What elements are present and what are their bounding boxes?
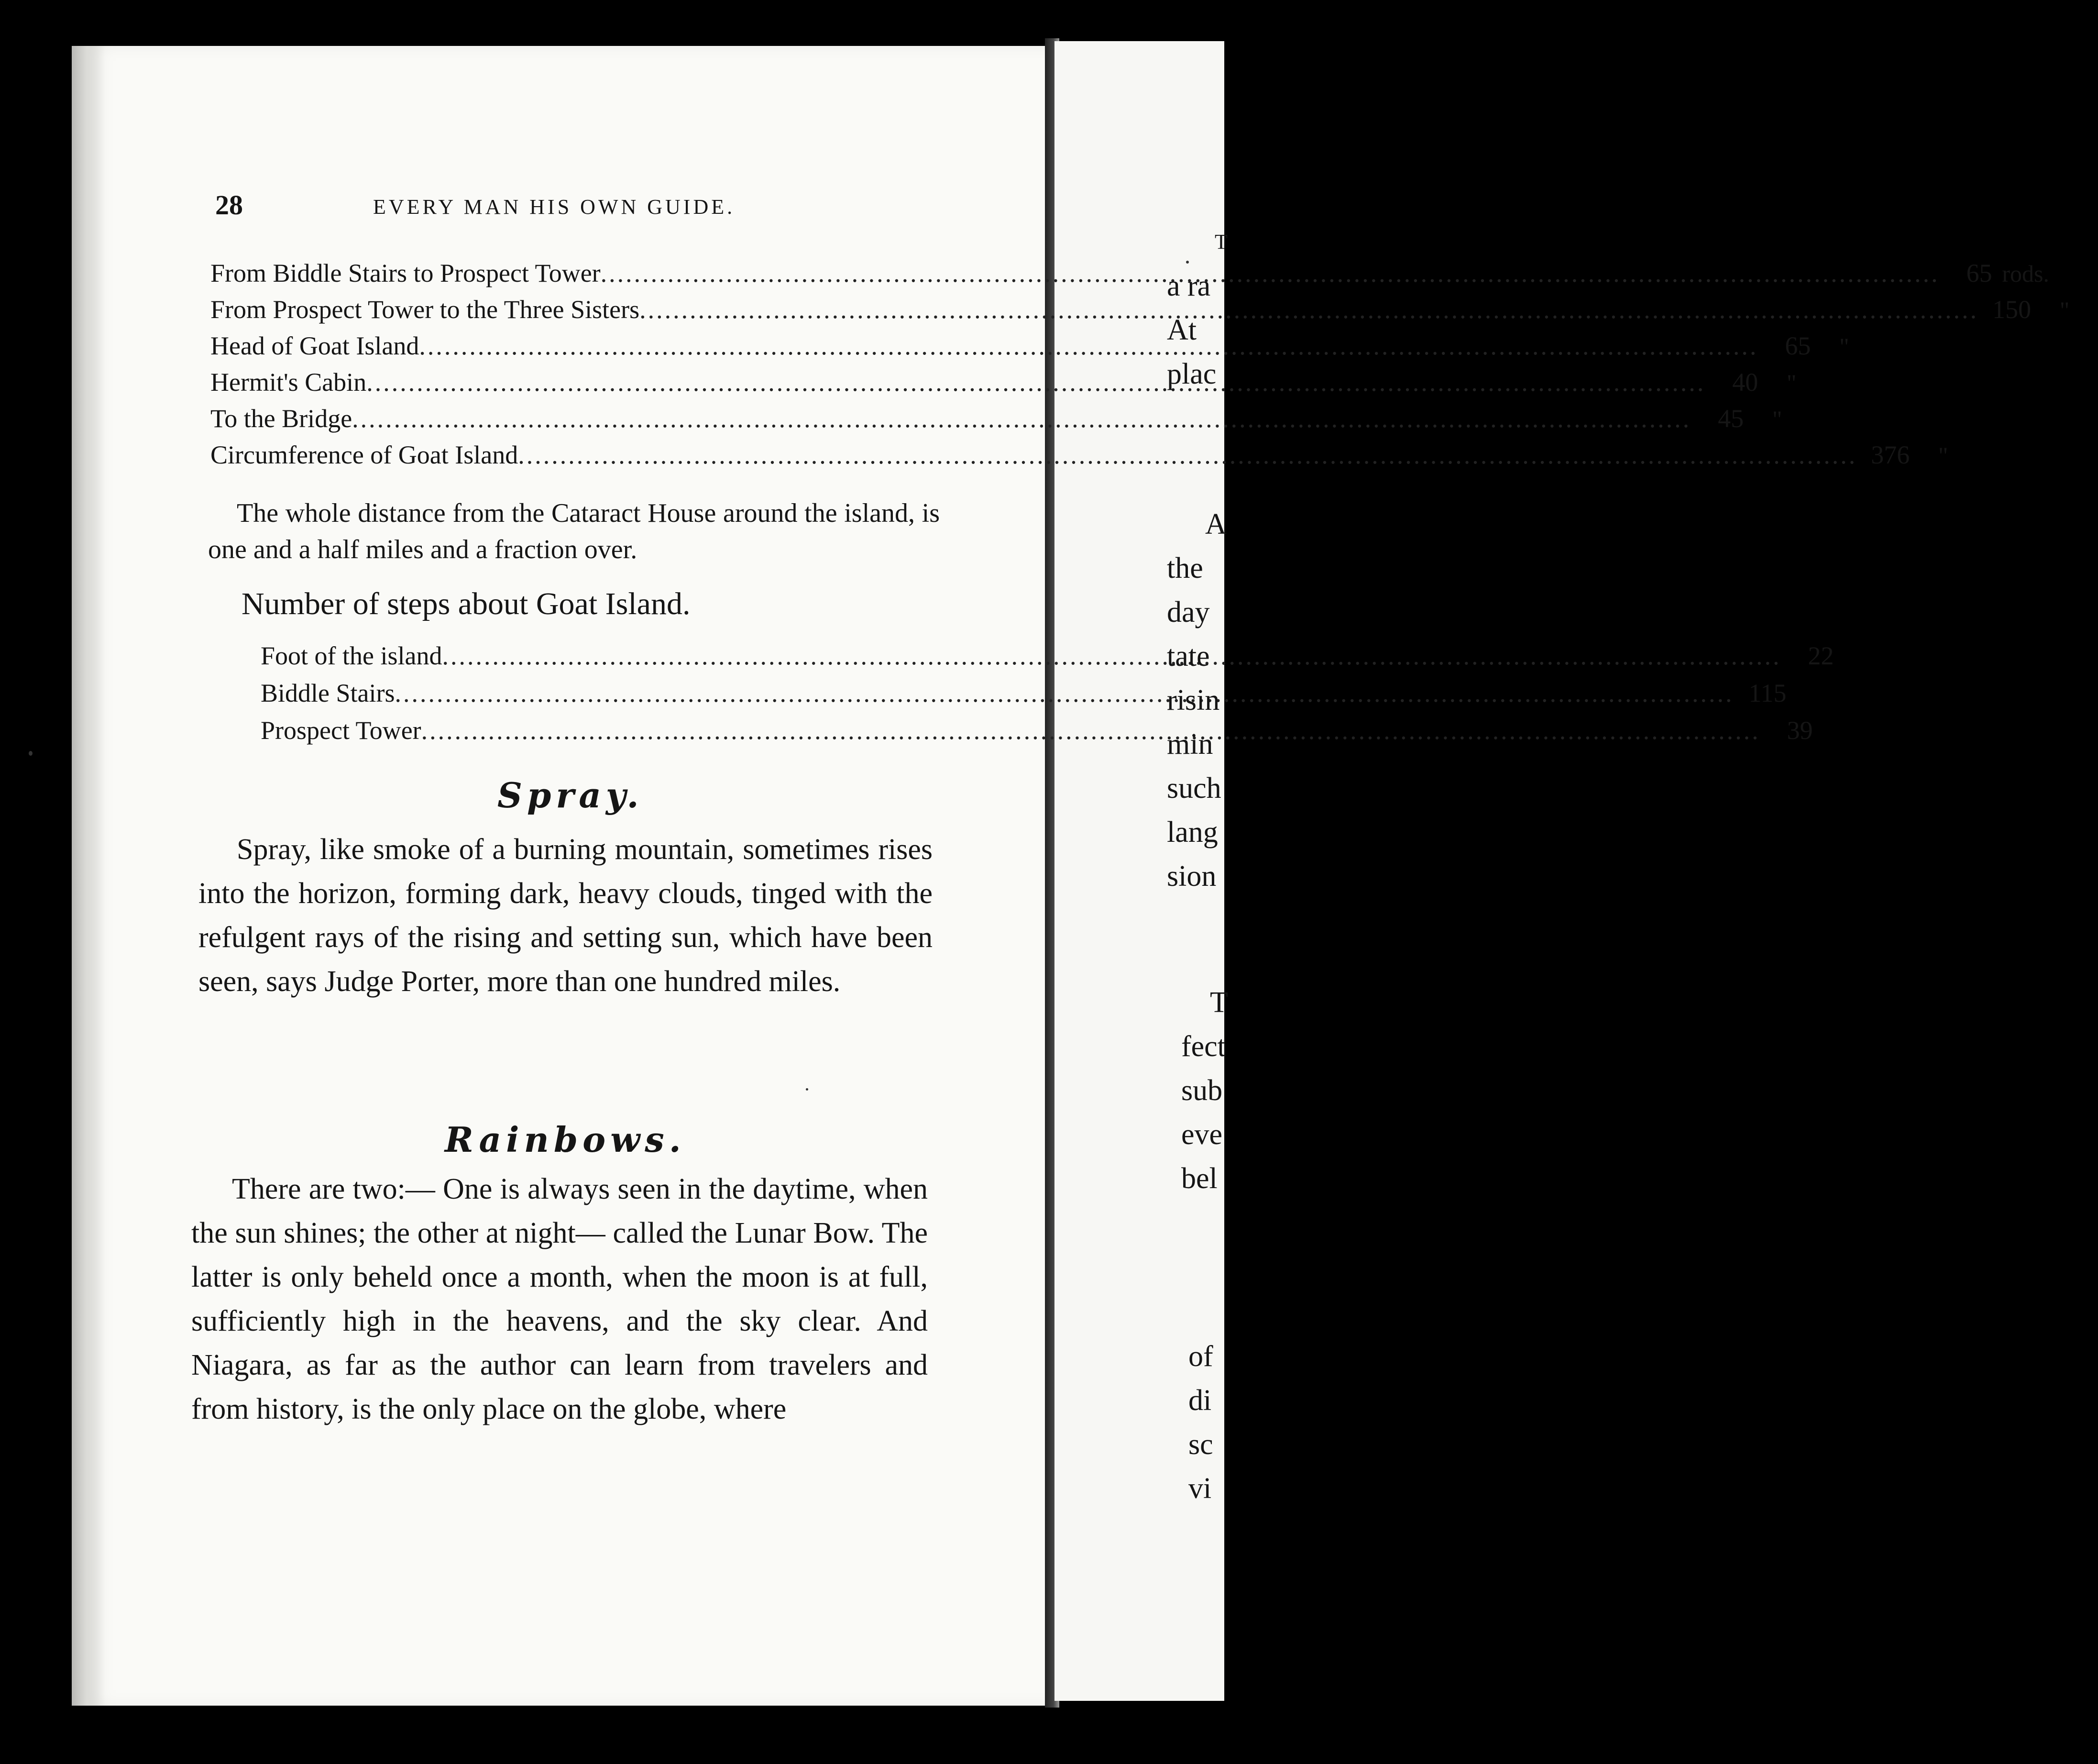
fragment-line: fect — [1181, 1030, 1226, 1063]
leader-dots — [352, 404, 1691, 433]
fragment-line: A — [1205, 508, 1227, 540]
leader-dots — [601, 258, 1940, 288]
fragment-line: di — [1188, 1384, 1212, 1417]
leader-dots — [442, 641, 1781, 671]
fragment-line: T — [1210, 986, 1228, 1019]
steps-label: Foot of the island — [261, 641, 442, 670]
spray-paragraph: Spray, like smoke of a burning mountain, sometimes rises into the horizon, forming dark, heavy clouds, tinged with the refulgent rays of the rising and setting sun, which have been seen, says Judge Porter, more than one hundred miles. — [198, 833, 933, 998]
fragment-line: of — [1188, 1340, 1213, 1373]
page-edge-shadow — [72, 46, 105, 1706]
distance-label: Hermit's Cabin — [210, 368, 367, 397]
distance-unit: " — [1772, 406, 1782, 432]
right-page-fragment — [1188, 1334, 1284, 1510]
fragment-line: risin — [1167, 684, 1220, 717]
steps-value: 115 — [1748, 679, 1787, 707]
leader-dots — [366, 367, 1705, 397]
rainbows-paragraph: There are two:— One is always seen in the daytime, when the sun shines; the other at night— called the Lunar Bow. The latter is only beheld once a month, when the moon is at full, sufficiently high in the heavens, and the sky clear. And Niagara, as far as the author can learn from travelers and from history, is the only place on the globe, where — [191, 1173, 928, 1425]
distance-value: 65 — [1966, 259, 1992, 287]
distance-value: 40 — [1732, 368, 1758, 397]
page-number: 28 — [215, 189, 243, 220]
fragment-line: tate — [1167, 640, 1210, 673]
leader-dots — [421, 716, 1760, 745]
distance-value: 45 — [1718, 404, 1744, 433]
steps-label: Biddle Stairs — [261, 679, 395, 707]
distance-label: From Biddle Stairs to Prospect Tower — [210, 259, 601, 287]
fragment-line: the — [1167, 552, 1203, 584]
steps-title: Number of steps about Goat Island. — [242, 586, 691, 621]
distance-label: Head of Goat Island — [210, 331, 419, 360]
fragment-line: bel — [1181, 1162, 1218, 1195]
distance-unit: " — [2059, 297, 2070, 323]
distance-unit: " — [1839, 333, 1849, 360]
right-page-fragment — [1181, 981, 1277, 1201]
fragment-line: lang — [1167, 816, 1218, 849]
fragment-line: sub — [1181, 1074, 1223, 1107]
distance-label: To the Bridge — [210, 404, 352, 433]
leader-dots — [518, 440, 1857, 470]
distance-label: From Prospect Tower to the Three Sisters — [210, 295, 640, 324]
fragment-line: eve — [1181, 1118, 1223, 1151]
distance-row — [210, 331, 1849, 367]
distance-value: 65 — [1785, 331, 1811, 360]
rainbows-heading: Rainbows. — [445, 1119, 686, 1160]
fragment-line: sion — [1167, 860, 1217, 893]
spray-heading: Spray. — [497, 775, 644, 816]
leader-dots — [639, 295, 1978, 324]
distance-value: 150 — [1992, 295, 2032, 324]
fragment-line: T — [1215, 230, 1228, 254]
distance-label: Circumference of Goat Island — [210, 441, 518, 469]
steps-label: Prospect Tower — [261, 716, 421, 745]
page-header — [215, 189, 933, 227]
print-speck — [29, 751, 33, 756]
leader-dots — [395, 678, 1734, 708]
distance-row — [210, 404, 1782, 440]
distance-row — [210, 440, 1948, 476]
print-speck — [1186, 261, 1189, 264]
leader-dots — [419, 331, 1758, 361]
distance-unit: " — [1938, 442, 1948, 469]
fragment-line: min — [1167, 728, 1213, 761]
fragment-line: such — [1167, 772, 1221, 805]
fragment-line: vi — [1188, 1472, 1212, 1505]
fragment-line: sc — [1188, 1428, 1213, 1461]
distance-unit: rods. — [2002, 260, 2049, 287]
fragment-line: At — [1167, 314, 1197, 346]
distance-value: 376 — [1871, 441, 1910, 469]
running-head: EVERY MAN HIS OWN GUIDE. — [373, 195, 736, 219]
fragment-line: a ra — [1167, 270, 1211, 302]
fragment-line: day — [1167, 596, 1210, 628]
distance-unit: " — [1786, 369, 1797, 396]
right-page-fragment — [1167, 220, 1263, 396]
steps-value: 39 — [1787, 716, 1813, 745]
fragment-line: plac — [1167, 358, 1217, 390]
right-page-fragment — [1167, 502, 1263, 898]
print-speck — [806, 1088, 808, 1091]
steps-value: 22 — [1808, 641, 1834, 670]
whole-distance-paragraph: The whole distance from the Cataract House around the island, is one and a half miles and a fraction over. — [208, 498, 940, 564]
